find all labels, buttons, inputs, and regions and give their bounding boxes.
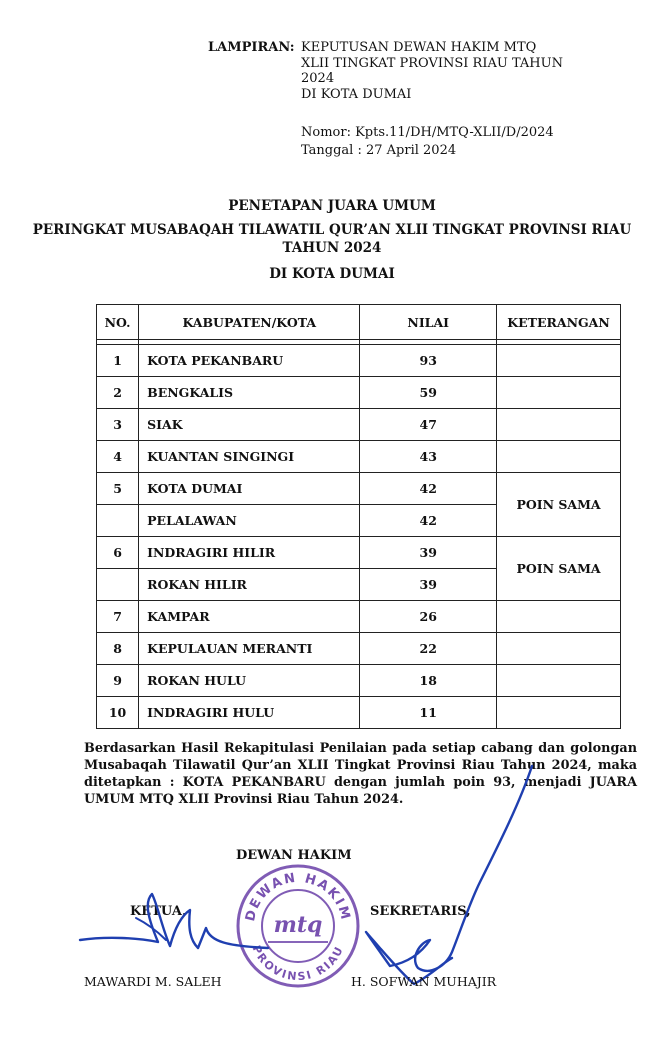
row-nilai: 93 [360, 345, 497, 377]
row-no: 7 [97, 601, 139, 633]
signature-org: DEWAN HAKIM [236, 848, 352, 863]
row-nilai: 42 [360, 473, 497, 505]
row-name: ROKAN HILIR [139, 569, 360, 601]
row-nilai: 18 [360, 665, 497, 697]
row-no: 8 [97, 633, 139, 665]
table-row [97, 601, 621, 633]
right-role: SEKRETARIS, [370, 904, 471, 919]
table-row [97, 697, 621, 729]
row-keterangan [497, 441, 621, 473]
lampiran-line: DI KOTA DUMAI [301, 86, 412, 102]
results-table [96, 304, 621, 729]
lampiran-label: LAMPIRAN: [208, 40, 295, 55]
row-nilai: 11 [360, 697, 497, 729]
row-nilai: 43 [360, 441, 497, 473]
left-role: KETUA, [130, 904, 187, 919]
row-keterangan [497, 697, 621, 729]
row-no [97, 505, 139, 537]
table-row [97, 377, 621, 409]
header-no: NO. [97, 305, 139, 340]
keterangan-poin-sama-1: POIN SAMA [497, 473, 621, 537]
stamp-bottom-text: PROVINSI RIAU [249, 943, 347, 984]
table-row [97, 633, 621, 665]
header-keterangan: KETERANGAN [497, 305, 621, 340]
stamp-top-text: DEWAN HAKIM [243, 870, 354, 923]
nomor-text: Nomor: Kpts.11/DH/MTQ-XLII/D/2024 [301, 125, 554, 140]
row-no: 5 [97, 473, 139, 505]
row-nilai: 59 [360, 377, 497, 409]
table-row [97, 441, 621, 473]
row-no: 6 [97, 537, 139, 569]
row-no: 2 [97, 377, 139, 409]
title-line-1: PENETAPAN JUARA UMUM [228, 198, 436, 214]
right-name: H. SOFWAN MUHAJIR [351, 974, 497, 989]
table-header-row [97, 305, 621, 340]
decision-paragraph: Berdasarkan Hasil Rekapitulasi Penilaian pada setiap cabang dan golongan Musabaqah Tilawatil Qur’an XLII Tingkat Provinsi Riau Tahun 2024, maka ditetapkan : KOTA PEKANBARU dengan jumlah poin 93, menjadi JUARA UMUM MTQ XLII Provinsi Riau Tahun 2024. [84, 741, 637, 807]
lampiran-line: 2024 [301, 71, 335, 86]
header-nilai: NILAI [360, 305, 497, 340]
row-no: 9 [97, 665, 139, 697]
left-signature-scribble [78, 888, 278, 968]
row-no: 3 [97, 409, 139, 441]
row-nilai: 22 [360, 633, 497, 665]
title-line-2: PERINGKAT MUSABAQAH TILAWATIL QUR’AN XLII TINGKAT PROVINSI RIAU [32, 222, 632, 238]
left-name: MAWARDI M. SALEH [84, 974, 222, 989]
lampiran-value [301, 40, 591, 102]
row-name: ROKAN HULU [139, 665, 360, 697]
row-name: KOTA PEKANBARU [139, 345, 360, 377]
right-signature-scribble [360, 762, 540, 992]
title-line-4: DI KOTA DUMAI [269, 266, 395, 282]
table-row [97, 473, 621, 505]
row-name: INDRAGIRI HULU [139, 697, 360, 729]
table-row [97, 665, 621, 697]
row-keterangan [497, 665, 621, 697]
row-name: KOTA DUMAI [139, 473, 360, 505]
row-name: PELALAWAN [139, 505, 360, 537]
row-nilai: 42 [360, 505, 497, 537]
row-nilai: 26 [360, 601, 497, 633]
keterangan-poin-sama-2: POIN SAMA [497, 537, 621, 601]
row-no: 10 [97, 697, 139, 729]
row-name: INDRAGIRI HILIR [139, 537, 360, 569]
row-no: 1 [97, 345, 139, 377]
title-line-3: TAHUN 2024 [282, 240, 382, 256]
row-name: SIAK [139, 409, 360, 441]
row-name: KAMPAR [139, 601, 360, 633]
row-nilai: 39 [360, 569, 497, 601]
row-no: 4 [97, 441, 139, 473]
header-kabupaten: KABUPATEN/KOTA [139, 305, 360, 340]
table-row [97, 537, 621, 569]
row-name: KUANTAN SINGINGI [139, 441, 360, 473]
row-keterangan [497, 601, 621, 633]
lampiran-line: KEPUTUSAN DEWAN HAKIM MTQ [301, 40, 537, 55]
stamp-center-text: mtq [273, 912, 323, 938]
row-nilai: 39 [360, 537, 497, 569]
nomor-block [301, 124, 554, 160]
row-keterangan [497, 377, 621, 409]
row-keterangan [497, 409, 621, 441]
row-name: BENGKALIS [139, 377, 360, 409]
table-row [97, 409, 621, 441]
row-keterangan [497, 633, 621, 665]
tanggal-text: Tanggal : 27 April 2024 [301, 143, 457, 158]
table-row [97, 345, 621, 377]
row-no [97, 569, 139, 601]
row-nilai: 47 [360, 409, 497, 441]
lampiran-line: XLII TINGKAT PROVINSI RIAU TAHUN [301, 55, 563, 71]
row-keterangan [497, 345, 621, 377]
row-name: KEPULAUAN MERANTI [139, 633, 360, 665]
